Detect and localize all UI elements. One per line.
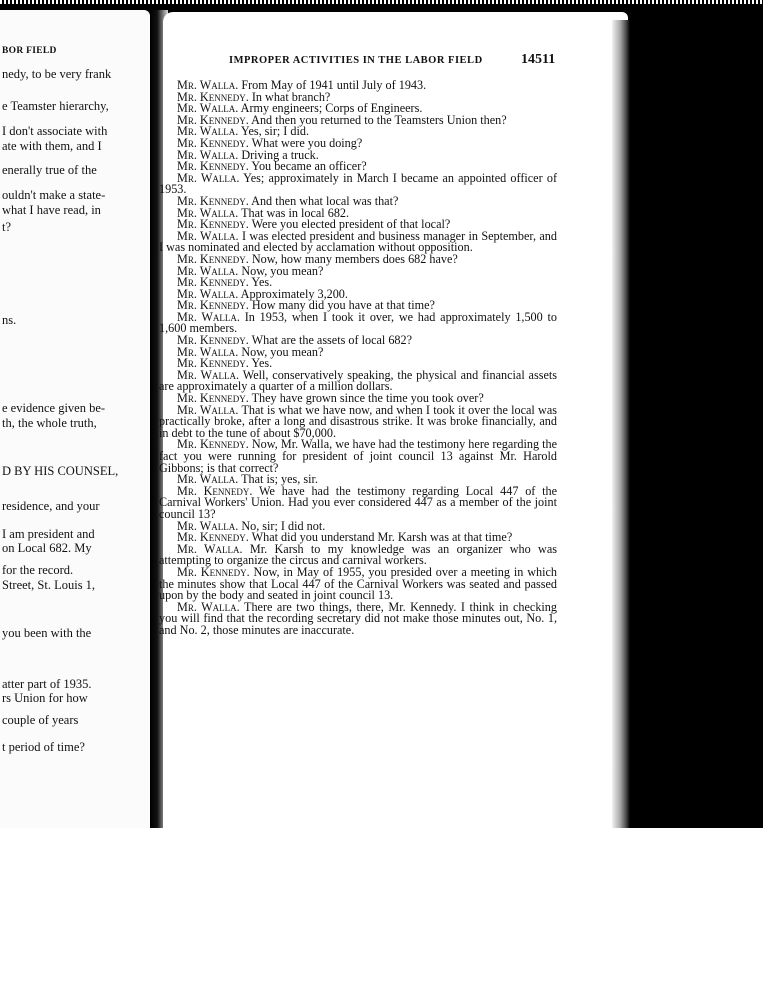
left-page-line: th, the whole truth, [2, 416, 97, 430]
scan-top-border [0, 0, 763, 4]
left-page-line: rs Union for how [2, 691, 88, 705]
left-page-line: t? [2, 220, 12, 234]
speaker-label: Mr. Walla. [177, 170, 240, 185]
transcript-paragraph [159, 541, 557, 568]
speech-text: Army engineers; Corps of Engineers. [238, 101, 423, 116]
speech-text: That is what we have now, and when I took it over the local was practically broke, after a long and disastrous strike. It was broke financially, and in debt to the tune of about $70,000. [159, 402, 557, 440]
speaker-label: Mr. Walla. [177, 518, 239, 533]
speech-text: From May of 1941 until July of 1943. [238, 78, 427, 92]
speech-text: Mr. Karsh to my knowledge was an organizer who was attempting to organize the circus and carnival workers. [159, 541, 557, 568]
speech-text: In what branch? [248, 89, 331, 104]
speech-text: They have grown since the time you took over? [248, 391, 484, 406]
speaker-label: Mr. Kennedy. [177, 530, 249, 545]
transcript-paragraph [159, 599, 557, 637]
speech-text: Yes. [248, 356, 273, 371]
running-head: IMPROPER ACTIVITIES IN THE LABOR FIELD [229, 55, 483, 66]
left-page-line: atter part of 1935. [2, 677, 92, 691]
speaker-label: Mr. Kennedy. [177, 193, 249, 208]
speech-text: We have had the testimony regarding Local 447 of the Carnival Workers' Union. Had you ever considered 447 as a member of the joint council 13? [159, 483, 557, 521]
speech-text: Driving a truck. [238, 147, 319, 162]
speaker-label: Mr. Walla. [177, 228, 239, 243]
speaker-label: Mr. Walla. [177, 124, 239, 139]
speaker-label: Mr. Walla. [177, 101, 239, 116]
speech-text: Well, conservatively speaking, the physical and financial assets are approximately a quarter of a million dollars. [159, 367, 557, 394]
speaker-label: Mr. Walla. [177, 472, 239, 487]
speaker-label: Mr. Kennedy. [177, 298, 249, 313]
left-page-line: e Teamster hierarchy, [2, 99, 109, 113]
speaker-label: Mr. Kennedy. [177, 251, 249, 266]
speaker-label: Mr. Walla. [177, 367, 240, 382]
speech-text: Now, you mean? [238, 263, 324, 278]
left-page-line: e evidence given be- [2, 401, 106, 415]
speaker-label: Mr. Kennedy. [177, 391, 249, 406]
speech-text: That was in local 682. [238, 205, 350, 220]
left-page-line: couple of years [2, 713, 79, 727]
left-page-line: enerally true of the [2, 163, 97, 177]
speaker-label: Mr. Kennedy. [177, 564, 250, 579]
speech-text: There are two things, there, Mr. Kennedy. I think in checking you will find that the recording secretary did not make those minutes out, No. 1, and No. 2, those minutes are inaccurate. [159, 599, 557, 637]
left-page-line: ate with them, and I [2, 139, 102, 153]
speaker-label: Mr. Walla. [177, 309, 240, 324]
speaker-label: Mr. Kennedy. [177, 89, 249, 104]
speech-text: I was elected president and business manager in September, and I was nominated and elected by acclamation without opposition. [159, 228, 557, 255]
speech-text: Yes; approximately in March I became an appointed officer of 1953. [159, 170, 557, 197]
left-page-line: D BY HIS COUNSEL, [2, 464, 119, 478]
left-page-header: BOR FIELD [2, 46, 57, 56]
speaker-label: Mr. Walla. [177, 541, 243, 556]
speech-text: Now, you mean? [238, 344, 324, 359]
page-number: 14511 [521, 52, 556, 67]
speaker-label: Mr. Kennedy. [177, 217, 249, 232]
left-page-line: what I have read, in [2, 203, 101, 217]
speech-text: Now, how many members does 682 have? [248, 251, 458, 266]
left-page-line: on Local 682. My [2, 541, 92, 555]
speech-text: That is; yes, sir. [238, 472, 318, 487]
transcript-paragraph [159, 228, 557, 255]
transcript-text [159, 80, 557, 637]
speaker-label: Mr. Walla. [177, 286, 239, 301]
page-edge-shadow [612, 20, 630, 828]
transcript-paragraph [159, 439, 557, 474]
left-page-line: I don't associate with [2, 124, 108, 138]
speech-text: Yes. [248, 275, 273, 290]
left-page-line: I am president and [2, 527, 95, 541]
speaker-label: Mr. Walla. [177, 147, 239, 162]
speaker-label: Mr. Kennedy. [177, 135, 249, 150]
speaker-label: Mr. Kennedy. [177, 356, 249, 371]
speaker-label: Mr. Kennedy. [177, 483, 253, 498]
speech-text: In 1953, when I took it over, we had approximately 1,500 to 1,600 members. [159, 309, 557, 336]
speaker-label: Mr. Walla. [177, 263, 239, 278]
speaker-label: Mr. Walla. [177, 599, 240, 614]
speech-text: And then you returned to the Teamsters Union then? [248, 112, 507, 127]
transcript-paragraph [159, 564, 557, 603]
left-page-line: you been with the [2, 626, 92, 640]
speech-text: What were you doing? [248, 135, 363, 150]
left-page-line: residence, and your [2, 499, 100, 513]
speech-text: How many did you have at that time? [248, 298, 435, 313]
transcript-paragraph [159, 367, 557, 394]
left-page-line: for the record. [2, 563, 74, 577]
speech-text: Yes, sir; I did. [238, 124, 310, 139]
left-page-line: Street, St. Louis 1, [2, 578, 96, 592]
speaker-label: Mr. Kennedy. [177, 333, 249, 348]
transcript-paragraph [159, 170, 557, 197]
speech-text: Now, in May of 1955, you presided over a meeting in which the minutes show that Local 447 of the Carnival Workers was seated and passed upon by the body and seated in joint council 13. [159, 564, 557, 603]
transcript-paragraph [159, 483, 557, 521]
speech-text: Approximately 3,200. [238, 286, 348, 301]
speech-text: Now, Mr. Walla, we have had the testimony here regarding the fact you were running for president of joint council 13 against Mr. Harold Gibbons; is that correct? [159, 437, 557, 475]
left-page-line: ns. [2, 313, 17, 327]
left-page-line: nedy, to be very frank [2, 67, 112, 81]
speaker-label: Mr. Kennedy. [177, 437, 249, 452]
speech-text: You became an officer? [248, 159, 367, 174]
speech-text: No, sir; I did not. [238, 518, 326, 533]
left-page-line: ouldn't make a state- [2, 188, 106, 202]
transcript-paragraph [159, 309, 557, 336]
speaker-label: Mr. Kennedy. [177, 275, 249, 290]
transcript-paragraph [159, 402, 557, 440]
speaker-label: Mr. Walla. [177, 402, 239, 417]
speaker-label: Mr. Kennedy. [177, 159, 249, 174]
speaker-label: Mr. Kennedy. [177, 112, 249, 127]
speech-text: And then what local was that? [248, 193, 399, 208]
speaker-label: Mr. Walla. [177, 78, 239, 92]
speech-text: What did you understand Mr. Karsh was at that time? [248, 530, 513, 545]
speech-text: What are the assets of local 682? [248, 333, 413, 348]
left-page [0, 10, 150, 828]
speaker-label: Mr. Walla. [177, 344, 239, 359]
left-page-line: t period of time? [2, 740, 85, 754]
speaker-label: Mr. Walla. [177, 205, 239, 220]
blank-margin [0, 828, 763, 990]
speech-text: Were you elected president of that local? [248, 217, 451, 232]
